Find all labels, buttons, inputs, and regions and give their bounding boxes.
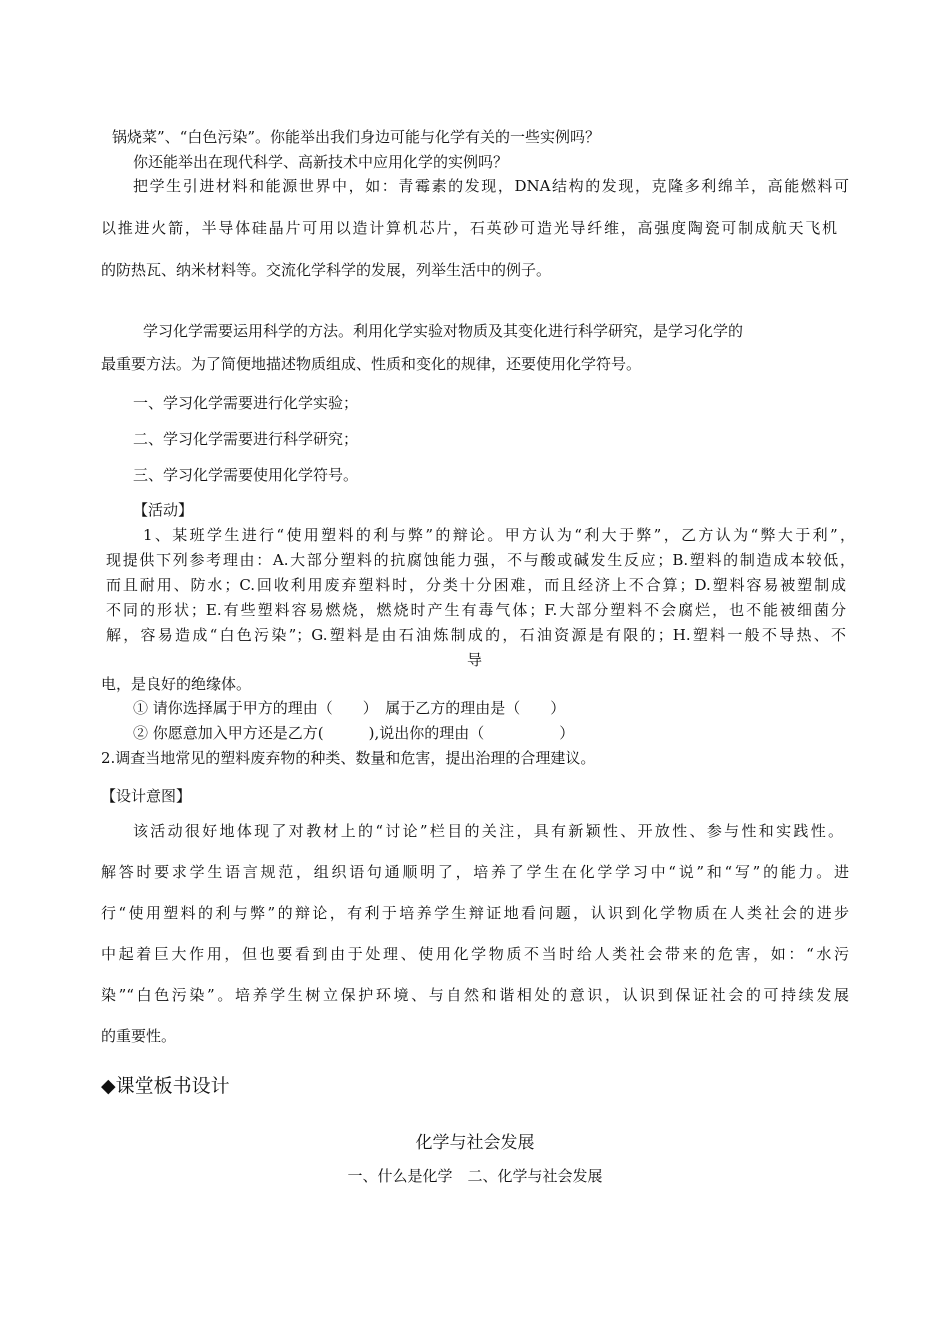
- board-title: 化学与社会发展: [415, 1133, 535, 1153]
- activity-wrap-char: 导: [467, 651, 483, 669]
- activity-line-1: 1、某班学生进行“使用塑料的利与弊”的辩论。甲方认为“利大于弊”，乙方认为“弊大于利”，: [143, 526, 855, 544]
- board-section-heading: ◆课堂板书设计: [101, 1075, 230, 1097]
- design-line-1: 该活动很好地体现了对教材上的“讨论”栏目的关注，具有新颖性、开放性、参与性和实践性。: [133, 822, 843, 840]
- intro-line-1: 锅烧菜”、“白色污染”。你能举出我们身边可能与化学有关的一些实例吗？: [112, 128, 601, 146]
- intro-line-4: 以推进火箭，半导体硅晶片可用以造计算机芯片，石英砂可造光导纤维，高强度陶瓷可制成航天飞机: [101, 219, 837, 237]
- activity-line-3: 而且耐用、防水；C.回收利用废弃塑料时，分类十分困难，而且经济上不合算；D.塑料容易被塑制成: [106, 576, 846, 594]
- design-line-5: 染”“白色污染”。培养学生树立保护环境、与自然和谐相处的意识，认识到保证社会的可持续发展: [101, 986, 849, 1004]
- activity-line-2: 现提供下列参考理由：A.大部分塑料的抗腐蚀能力强，不与酸或碱发生反应；B.塑料的制造成本较低，: [106, 551, 855, 569]
- point-1: 一、学习化学需要进行化学实验；: [133, 394, 359, 412]
- intro-line-3: 把学生引进材料和能源世界中，如：青霉素的发现，DNA结构的发现，克隆多利绵羊，高能燃料可: [133, 177, 849, 195]
- method-line-2: 最重要方法。为了简便地描述物质组成、性质和变化的规律，还要使用化学符号。: [101, 355, 642, 373]
- activity-tail: 电，是良好的绝缘体。: [101, 675, 252, 693]
- question-1: ① 请你选择属于甲方的理由（ ） 属于乙方的理由是（ ）: [133, 699, 566, 717]
- design-line-2: 解答时要求学生语言规范，组织语句通顺明了，培养了学生在化学学习中“说”和“写”的能力。进: [101, 863, 849, 881]
- method-line-1: 学习化学需要运用科学的方法。利用化学实验对物质及其变化进行科学研究，是学习化学的: [143, 322, 744, 340]
- point-2: 二、学习化学需要进行科学研究；: [133, 430, 359, 448]
- activity-heading: 【活动】: [133, 501, 194, 519]
- design-heading: 【设计意图】: [101, 787, 192, 805]
- activity-line-5: 解，容易造成“白色污染”；G.塑料是由石油炼制成的，石油资源是有限的；H.塑料一般不导热、不: [106, 626, 846, 644]
- activity-item-2: 2.调查当地常见的塑料废弃物的种类、数量和危害，提出治理的合理建议。: [101, 749, 596, 767]
- point-3: 三、学习化学需要使用化学符号。: [133, 466, 359, 484]
- design-line-3: 行“使用塑料的利与弊”的辩论，有利于培养学生辩证地看问题，认识到化学物质在人类社会的进步: [101, 904, 849, 922]
- design-line-4: 中起着巨大作用，但也要看到由于处理、使用化学物质不当时给人类社会带来的危害，如：“水污: [101, 945, 849, 963]
- question-2: ② 你愿意加入甲方还是乙方( ),说出你的理由（ ）: [133, 724, 575, 742]
- activity-line-4: 不同的形状；E.有些塑料容易燃烧，燃烧时产生有毒气体；F.大部分塑料不会腐烂，也不能被细菌分: [106, 601, 846, 619]
- board-subtitle: 一、什么是化学 二、化学与社会发展: [347, 1167, 603, 1185]
- intro-line-5: 的防热瓦、纳米材料等。交流化学科学的发展，列举生活中的例子。: [101, 261, 552, 279]
- intro-line-2: 你还能举出在现代科学、高新技术中应用化学的实例吗？: [133, 153, 509, 171]
- design-line-6: 的重要性。: [101, 1027, 177, 1045]
